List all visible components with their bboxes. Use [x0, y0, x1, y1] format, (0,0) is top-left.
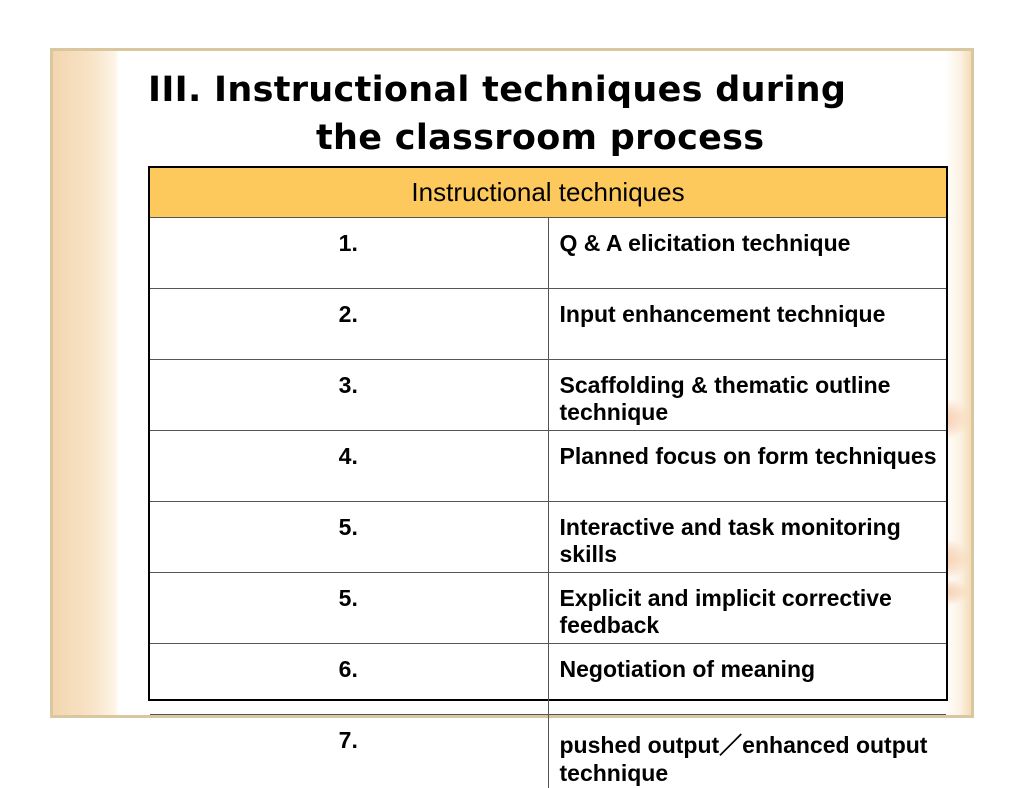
title-line-1: III. Instructional techniques during: [148, 70, 846, 110]
techniques-table-container: [148, 166, 948, 701]
table-row: [150, 715, 946, 788]
row-number: 5.: [150, 573, 548, 644]
row-technique: Input enhancement technique: [548, 289, 946, 360]
row-technique: Planned focus on form techniques: [548, 431, 946, 502]
table-row: [150, 289, 946, 360]
table-row: [150, 573, 946, 644]
row-number: 3.: [150, 360, 548, 431]
techniques-table: [150, 168, 946, 788]
row-number: 1.: [150, 218, 548, 289]
table-row: [150, 218, 946, 289]
row-technique: Interactive and task monitoring skills: [548, 502, 946, 573]
row-number: 6.: [150, 644, 548, 715]
title-line-2: the classroom process: [148, 114, 948, 162]
table-row: [150, 502, 946, 573]
row-technique: Negotiation of meaning: [548, 644, 946, 715]
row-technique: Q & A elicitation technique: [548, 218, 946, 289]
row-technique: Scaffolding & thematic outline technique: [548, 360, 946, 431]
row-number: 5.: [150, 502, 548, 573]
row-number: 7.: [150, 715, 548, 788]
table-row: [150, 644, 946, 715]
table-header-row: [150, 168, 946, 218]
row-technique: Explicit and implicit corrective feedback: [548, 573, 946, 644]
row-technique: pushed output／enhanced output technique: [548, 715, 946, 788]
slide-title: [148, 66, 948, 162]
table-row: [150, 360, 946, 431]
row-number: 4.: [150, 431, 548, 502]
row-number: 2.: [150, 289, 548, 360]
table-header: Instructional techniques: [150, 168, 946, 218]
table-row: [150, 431, 946, 502]
